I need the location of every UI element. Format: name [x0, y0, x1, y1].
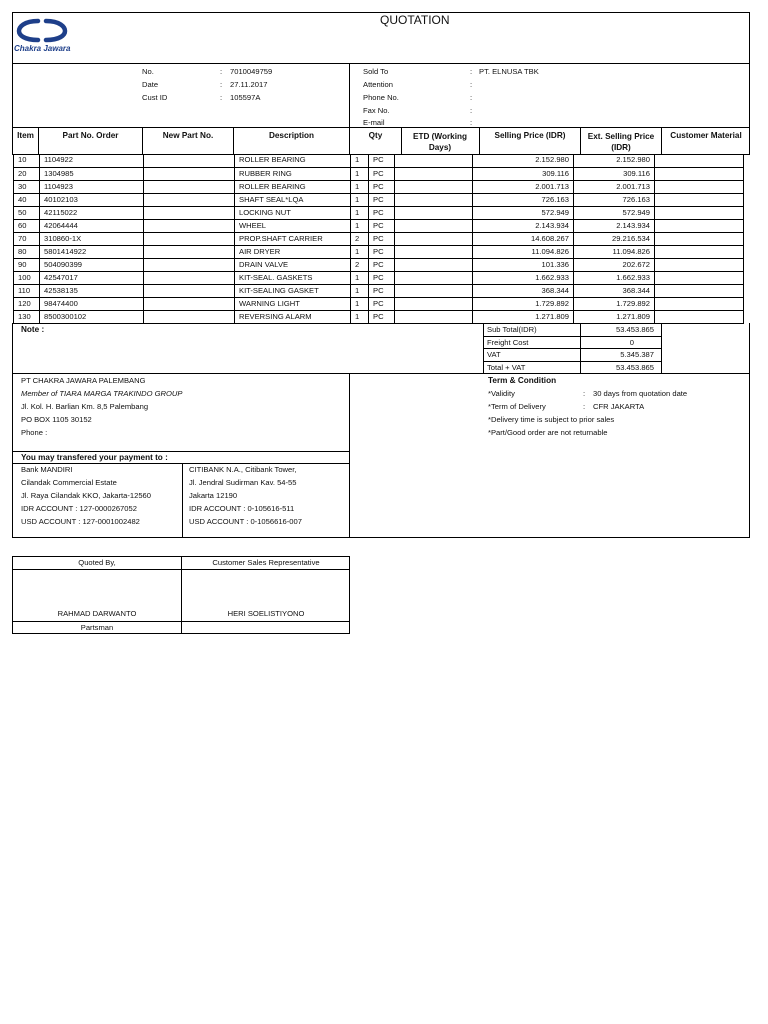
cell-qty: 1 — [351, 219, 369, 232]
col-selling-price: Selling Price (IDR) — [494, 131, 566, 140]
cell-desc: WARNING LIGHT — [235, 297, 351, 310]
field-label: Sold To — [363, 67, 389, 76]
cell-part: 42547017 — [40, 271, 144, 284]
col-item: Item — [17, 131, 34, 140]
page-title: QUOTATION — [380, 13, 450, 27]
field-sep: : — [470, 93, 473, 102]
cell-item: 20 — [14, 167, 40, 180]
cell-new — [144, 167, 235, 180]
cell-cm — [655, 271, 744, 284]
cell-price: 1.662.933 — [473, 271, 574, 284]
cell-qty: 1 — [351, 297, 369, 310]
cell-qty: 1 — [351, 206, 369, 219]
cell-item: 110 — [14, 284, 40, 297]
csr-name: HERI SOELISTIYONO — [227, 609, 305, 618]
field-value: 105597A — [230, 93, 261, 102]
col-description: Description — [268, 131, 315, 140]
cell-unit: PC — [369, 167, 395, 180]
cell-part: 310860-1X — [40, 232, 144, 245]
cell-part: 5801414922 — [40, 245, 144, 258]
total-value: 53.453.865 — [615, 363, 654, 372]
cell-etd — [395, 258, 473, 271]
company-logo-text: Chakra Jawara — [14, 44, 71, 53]
cell-part: 1104922 — [40, 154, 144, 167]
cell-item: 90 — [14, 258, 40, 271]
cell-cm — [655, 258, 744, 271]
bank-line: USD ACCOUNT : 127-0001002482 — [21, 517, 140, 526]
cell-price: 572.949 — [473, 206, 574, 219]
col-etd: ETD (Working Days) — [413, 132, 467, 152]
terms-delivery-value: CFR JAKARTA — [593, 402, 645, 411]
cell-desc: KIT-SEALING GASKET — [235, 284, 351, 297]
table-row — [14, 219, 744, 232]
table-row — [14, 232, 744, 245]
cell-new — [144, 154, 235, 167]
seller-name: PT CHAKRA JAWARA PALEMBANG — [21, 376, 146, 385]
cell-etd — [395, 297, 473, 310]
bank-line: Jl. Raya Cilandak KKO, Jakarta-12560 — [21, 491, 152, 500]
seller-phone: Phone : — [21, 428, 48, 437]
cell-item: 120 — [14, 297, 40, 310]
cell-price: 101.336 — [473, 258, 574, 271]
terms-delivery-label: *Term of Delivery — [488, 402, 546, 411]
cell-price: 11.094.826 — [473, 245, 574, 258]
field-label: Date — [142, 80, 159, 89]
field-value: PT. ELNUSA TBK — [479, 67, 539, 76]
table-row — [14, 245, 744, 258]
terms-title: Term & Condition — [488, 376, 557, 385]
terms-validity-value: 30 days from quotation date — [593, 389, 688, 398]
field-value: 27.11.2017 — [230, 80, 268, 89]
total-label: Total + VAT — [487, 363, 526, 372]
cell-new — [144, 271, 235, 284]
cell-new — [144, 258, 235, 271]
bank-line: USD ACCOUNT : 0-1056616-007 — [189, 517, 302, 526]
cell-ext: 2.001.713 — [574, 180, 655, 193]
cell-new — [144, 219, 235, 232]
company-logo — [14, 18, 84, 56]
cell-price: 2.001.713 — [473, 180, 574, 193]
cell-cm — [655, 297, 744, 310]
cell-desc: DRAIN VALVE — [235, 258, 351, 271]
seller-member: Member of TIARA MARGA TRAKINDO GROUP — [21, 389, 183, 398]
cell-cm — [655, 310, 744, 323]
cell-desc: SHAFT SEAL*LQA — [235, 193, 351, 206]
cell-qty: 1 — [351, 193, 369, 206]
table-row — [14, 258, 744, 271]
cell-cm — [655, 180, 744, 193]
cell-unit: PC — [369, 232, 395, 245]
cell-etd — [395, 180, 473, 193]
cell-ext: 29.216.534 — [574, 232, 655, 245]
bank-line: IDR ACCOUNT : 0-105616-511 — [189, 504, 295, 513]
quoted-by-name: RAHMAD DARWANTO — [57, 609, 137, 618]
bank-line: Jakarta 12190 — [189, 491, 238, 500]
cell-qty: 1 — [351, 180, 369, 193]
cell-desc: ROLLER BEARING — [235, 154, 351, 167]
cell-unit: PC — [369, 193, 395, 206]
cell-desc: LOCKING NUT — [235, 206, 351, 219]
total-value: 53.453.865 — [615, 325, 654, 334]
table-row — [14, 154, 744, 167]
cell-qty: 2 — [351, 258, 369, 271]
field-value: 7010049759 — [230, 67, 273, 76]
cell-new — [144, 232, 235, 245]
terms-line: *Delivery time is subject to prior sales — [488, 415, 615, 424]
total-label: Freight Cost — [487, 338, 529, 347]
items-table — [13, 154, 744, 324]
field-sep: : — [470, 67, 473, 76]
cell-price: 726.163 — [473, 193, 574, 206]
terms-sep: : — [583, 389, 586, 398]
cell-unit: PC — [369, 271, 395, 284]
cell-etd — [395, 232, 473, 245]
cell-part: 42064444 — [40, 219, 144, 232]
terms-sep: : — [583, 402, 586, 411]
cell-price: 368.344 — [473, 284, 574, 297]
cell-item: 70 — [14, 232, 40, 245]
cell-unit: PC — [369, 297, 395, 310]
cell-unit: PC — [369, 310, 395, 323]
total-label: Sub Total(IDR) — [487, 325, 537, 334]
cell-new — [144, 245, 235, 258]
cell-new — [144, 297, 235, 310]
cell-unit: PC — [369, 206, 395, 219]
field-label: Phone No. — [363, 93, 399, 102]
cell-desc: ROLLER BEARING — [235, 180, 351, 193]
cell-etd — [395, 310, 473, 323]
table-row — [14, 180, 744, 193]
cell-etd — [395, 167, 473, 180]
cell-ext: 309.116 — [574, 167, 655, 180]
cell-new — [144, 193, 235, 206]
cell-etd — [395, 154, 473, 167]
seller-address: Jl. Kol. H. Barlian Km. 8,5 Palembang — [21, 402, 149, 411]
quoted-by-label: Quoted By, — [78, 558, 116, 567]
field-sep: : — [470, 80, 473, 89]
col-customer-material: Customer Material — [670, 131, 742, 140]
field-sep: : — [470, 118, 473, 127]
cell-ext: 11.094.826 — [574, 245, 655, 258]
cell-price: 1.271.809 — [473, 310, 574, 323]
payment-title: You may transfered your payment to : — [21, 453, 168, 462]
cell-unit: PC — [369, 284, 395, 297]
cell-etd — [395, 245, 473, 258]
field-label: Cust ID — [142, 93, 168, 102]
cell-cm — [655, 232, 744, 245]
cell-desc: AIR DRYER — [235, 245, 351, 258]
field-label: E-mail — [363, 118, 385, 127]
cell-etd — [395, 219, 473, 232]
field-label: No. — [142, 67, 154, 76]
cell-cm — [655, 193, 744, 206]
field-sep: : — [220, 80, 223, 89]
cell-qty: 1 — [351, 167, 369, 180]
col-new-part: New Part No. — [162, 131, 214, 140]
cell-ext: 202.672 — [574, 258, 655, 271]
field-sep: : — [470, 106, 473, 115]
cell-item: 130 — [14, 310, 40, 323]
cell-price: 2.143.934 — [473, 219, 574, 232]
col-part-no: Part No. Order — [62, 131, 119, 140]
field-sep: : — [220, 67, 223, 76]
cell-ext: 726.163 — [574, 193, 655, 206]
cell-item: 10 — [14, 154, 40, 167]
cell-ext: 1.271.809 — [574, 310, 655, 323]
field-label: Attention — [363, 80, 393, 89]
quoted-by-title: Partsman — [80, 623, 114, 632]
table-row — [14, 193, 744, 206]
table-row — [14, 206, 744, 219]
total-label: VAT — [487, 350, 501, 359]
cell-price: 1.729.892 — [473, 297, 574, 310]
cell-desc: RUBBER RING — [235, 167, 351, 180]
bank-line: Bank MANDIRI — [21, 465, 73, 474]
cell-unit: PC — [369, 180, 395, 193]
cell-part: 1104923 — [40, 180, 144, 193]
cell-qty: 1 — [351, 310, 369, 323]
terms-validity-label: *Validity — [488, 389, 515, 398]
cell-cm — [655, 245, 744, 258]
cell-price: 2.152.980 — [473, 154, 574, 167]
cell-part: 1304985 — [40, 167, 144, 180]
cell-qty: 1 — [351, 284, 369, 297]
csr-label: Customer Sales Representative — [212, 558, 320, 567]
cell-desc: PROP.SHAFT CARRIER — [235, 232, 351, 245]
cell-ext: 1.729.892 — [574, 297, 655, 310]
total-value: 0 — [629, 338, 634, 347]
terms-line: *Part/Good order are not returnable — [488, 428, 608, 437]
note-label: Note : — [21, 325, 45, 334]
cell-part: 42538135 — [40, 284, 144, 297]
cell-qty: 2 — [351, 232, 369, 245]
cell-qty: 1 — [351, 271, 369, 284]
cell-ext: 2.152.980 — [574, 154, 655, 167]
cell-cm — [655, 206, 744, 219]
cell-part: 40102103 — [40, 193, 144, 206]
seller-pobox: PO BOX 1105 30152 — [21, 415, 92, 424]
cell-item: 30 — [14, 180, 40, 193]
cell-part: 504090399 — [40, 258, 144, 271]
col-ext-selling-price: Ext. Selling Price (IDR) — [587, 132, 655, 152]
cell-part: 8500300102 — [40, 310, 144, 323]
table-row — [14, 167, 744, 180]
table-row — [14, 271, 744, 284]
cell-ext: 2.143.934 — [574, 219, 655, 232]
cell-desc: KIT-SEAL. GASKETS — [235, 271, 351, 284]
cell-item: 40 — [14, 193, 40, 206]
cell-cm — [655, 284, 744, 297]
table-row — [14, 310, 744, 323]
cell-unit: PC — [369, 154, 395, 167]
cell-qty: 1 — [351, 154, 369, 167]
cell-unit: PC — [369, 219, 395, 232]
bank-line: Cilandak Commercial Estate — [21, 478, 117, 487]
cell-etd — [395, 206, 473, 219]
cell-ext: 368.344 — [574, 284, 655, 297]
cell-cm — [655, 219, 744, 232]
cell-cm — [655, 167, 744, 180]
cell-part: 42115022 — [40, 206, 144, 219]
cell-desc: REVERSING ALARM — [235, 310, 351, 323]
cell-unit: PC — [369, 245, 395, 258]
cell-cm — [655, 154, 744, 167]
table-row — [14, 284, 744, 297]
cell-new — [144, 180, 235, 193]
cell-item: 50 — [14, 206, 40, 219]
cell-qty: 1 — [351, 245, 369, 258]
cell-part: 98474400 — [40, 297, 144, 310]
cell-item: 100 — [14, 271, 40, 284]
cell-price: 14.608.267 — [473, 232, 574, 245]
cell-unit: PC — [369, 258, 395, 271]
cell-etd — [395, 193, 473, 206]
field-sep: : — [220, 93, 223, 102]
total-value: 5.345.387 — [620, 350, 654, 359]
cell-new — [144, 206, 235, 219]
cell-etd — [395, 271, 473, 284]
col-qty: Qty — [368, 131, 383, 140]
cell-item: 60 — [14, 219, 40, 232]
cell-etd — [395, 284, 473, 297]
cell-ext: 572.949 — [574, 206, 655, 219]
cell-ext: 1.662.933 — [574, 271, 655, 284]
bank-line: Jl. Jendral Sudirman Kav. 54-55 — [189, 478, 297, 487]
cell-new — [144, 310, 235, 323]
cell-item: 80 — [14, 245, 40, 258]
bank-line: CITIBANK N.A., Citibank Tower, — [189, 465, 297, 474]
cell-price: 309.116 — [473, 167, 574, 180]
cell-new — [144, 284, 235, 297]
bank-line: IDR ACCOUNT : 127-0000267052 — [21, 504, 137, 513]
cell-desc: WHEEL — [235, 219, 351, 232]
table-row — [14, 297, 744, 310]
field-label: Fax No. — [363, 106, 390, 115]
